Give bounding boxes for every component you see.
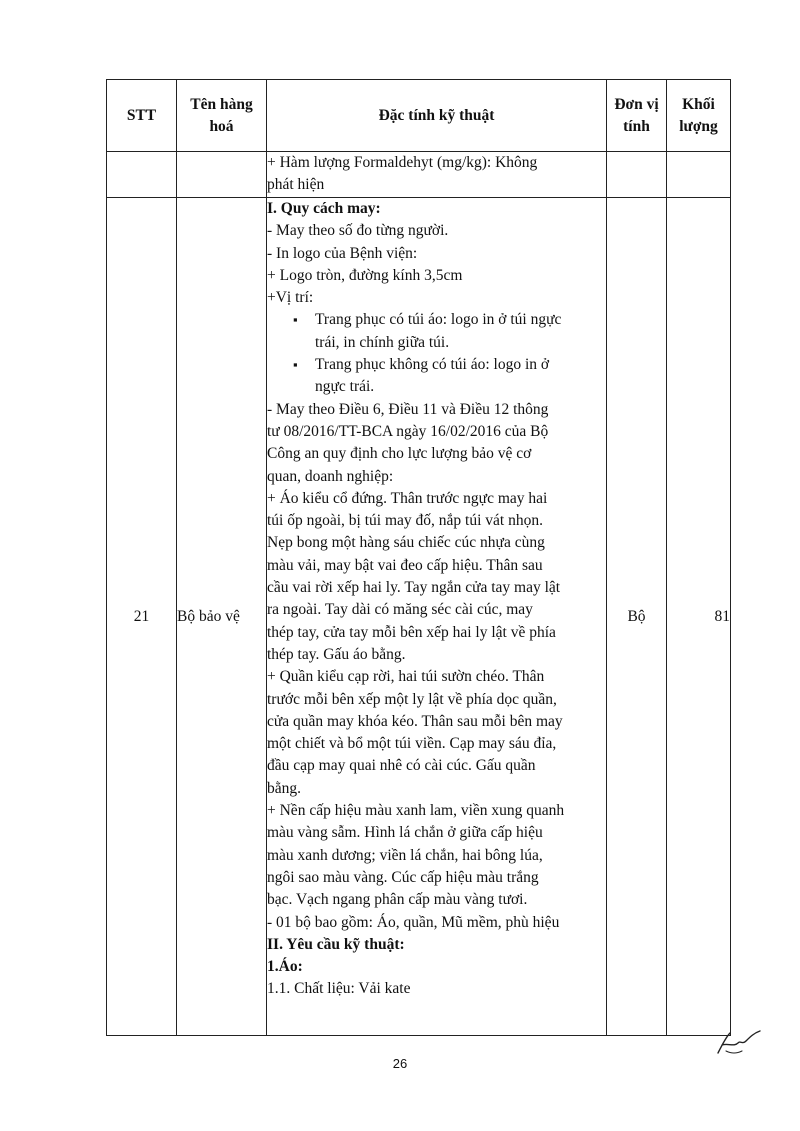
spec-line: cửa quần may khóa kéo. Thân sau mỗi bên may xyxy=(267,712,563,730)
table-row-21 xyxy=(107,198,731,1036)
page-number: 26 xyxy=(392,1056,408,1071)
section-heading: II. Yêu cầu kỹ thuật: xyxy=(267,935,405,953)
spec-line: túi ốp ngoài, bị túi may đố, nắp túi vát nhọn. xyxy=(267,512,543,530)
header-stt: STT xyxy=(107,80,177,152)
spec-line: màu vải, may bật vai đeo cấp hiệu. Thân sau xyxy=(267,556,543,574)
spec-line: quan, doanh nghiệp: xyxy=(267,467,394,485)
spec-cell-main xyxy=(267,198,607,1036)
cell-empty xyxy=(667,152,731,198)
cell-unit: Bộ xyxy=(607,198,667,1036)
spec-line: ra ngoài. Tay dài có măng séc cài cúc, may xyxy=(267,601,533,619)
spec-cell-continued xyxy=(267,152,607,198)
spec-line: cầu vai rời xếp hai ly. Tay ngắn cửa tay may lật xyxy=(267,579,561,597)
spec-line: thép tay, cửa tay mỗi bên xếp hai ly lật về phía xyxy=(267,623,556,641)
spec-line: phát hiện xyxy=(267,176,325,194)
table-row-continued xyxy=(107,152,731,198)
bullet-list xyxy=(267,309,606,398)
cell-qty: 81 xyxy=(667,198,731,1036)
spec-line: ▪ Trang phục không có túi áo: logo in ở xyxy=(315,356,550,374)
spec-line: Nẹp bong một hàng sáu chiếc cúc nhựa cùng xyxy=(267,534,545,552)
spec-line: màu xanh dương; viền lá chắn, hai bông lúa, xyxy=(267,846,543,864)
spec-line: + Logo tròn, đường kính 3,5cm xyxy=(267,266,463,284)
bullet-item xyxy=(315,309,606,354)
cell-name: Bộ bảo vệ xyxy=(177,198,267,1036)
spec-line: đầu cạp may quai nhê có cài cúc. Gấu quần xyxy=(267,757,536,775)
spec-line: + Quần kiểu cạp rời, hai túi sườn chéo. Thân xyxy=(267,668,545,686)
spec-line: một chiết và bổ một túi viền. Cạp may sáu đỉa, xyxy=(267,735,557,753)
spec-line: ngôi sao màu vàng. Cúc cấp hiệu màu trắng xyxy=(267,868,539,886)
spec-line: + Áo kiểu cổ đứng. Thân trước ngực may hai xyxy=(267,489,548,507)
cell-empty xyxy=(607,152,667,198)
spec-line: - May theo Điều 6, Điều 11 và Điều 12 thông xyxy=(267,400,549,418)
spec-line: - 01 bộ bao gồm: Áo, quần, Mũ mềm, phù hiệu xyxy=(267,913,560,931)
spec-line: ngực trái. xyxy=(315,378,375,396)
spec-line: + Nền cấp hiệu màu xanh lam, viền xung quanh xyxy=(267,802,565,820)
spec-line: +Vị trí: xyxy=(267,289,314,307)
spec-line: Công an quy định cho lực lượng bảo vệ cơ xyxy=(267,445,532,463)
spec-line: thép tay. Gấu áo bằng. xyxy=(267,645,406,663)
signature-mark xyxy=(712,1023,764,1061)
spec-line: trái, in chính giữa túi. xyxy=(315,333,450,351)
section-heading: 1.Áo: xyxy=(267,958,303,976)
spec-table xyxy=(106,79,731,1036)
cell-empty xyxy=(177,152,267,198)
header-name: Tên hàng hoá xyxy=(177,80,267,152)
spec-line: ▪ Trang phục có túi áo: logo in ở túi ngực xyxy=(315,311,562,329)
spec-line: trước mỗi bên xếp một ly lật về phía dọc quần, xyxy=(267,690,557,708)
section-heading: I. Quy cách may: xyxy=(267,200,381,217)
header-spec: Đặc tính kỹ thuật xyxy=(267,80,607,152)
spec-line: màu vàng sẫm. Hình lá chắn ở giữa cấp hiệu xyxy=(267,824,543,842)
header-unit: Đơn vị tính xyxy=(607,80,667,152)
bullet-item xyxy=(315,354,606,399)
spec-line: + Hàm lượng Formaldehyt (mg/kg): Không xyxy=(267,154,538,171)
spec-line: 1.1. Chất liệu: Vải kate xyxy=(267,980,411,998)
header-qty: Khối lượng xyxy=(667,80,731,152)
spec-line: - In logo của Bệnh viện: xyxy=(267,244,418,262)
spec-line: bằng. xyxy=(267,779,302,797)
cell-stt: 21 xyxy=(107,198,177,1036)
spec-line: tư 08/2016/TT-BCA ngày 16/02/2016 của Bộ xyxy=(267,422,549,440)
table-header-row xyxy=(107,80,731,152)
spec-line: - May theo số đo từng người. xyxy=(267,222,449,240)
cell-empty xyxy=(107,152,177,198)
spec-line: bạc. Vạch ngang phân cấp màu vàng tươi. xyxy=(267,891,528,909)
